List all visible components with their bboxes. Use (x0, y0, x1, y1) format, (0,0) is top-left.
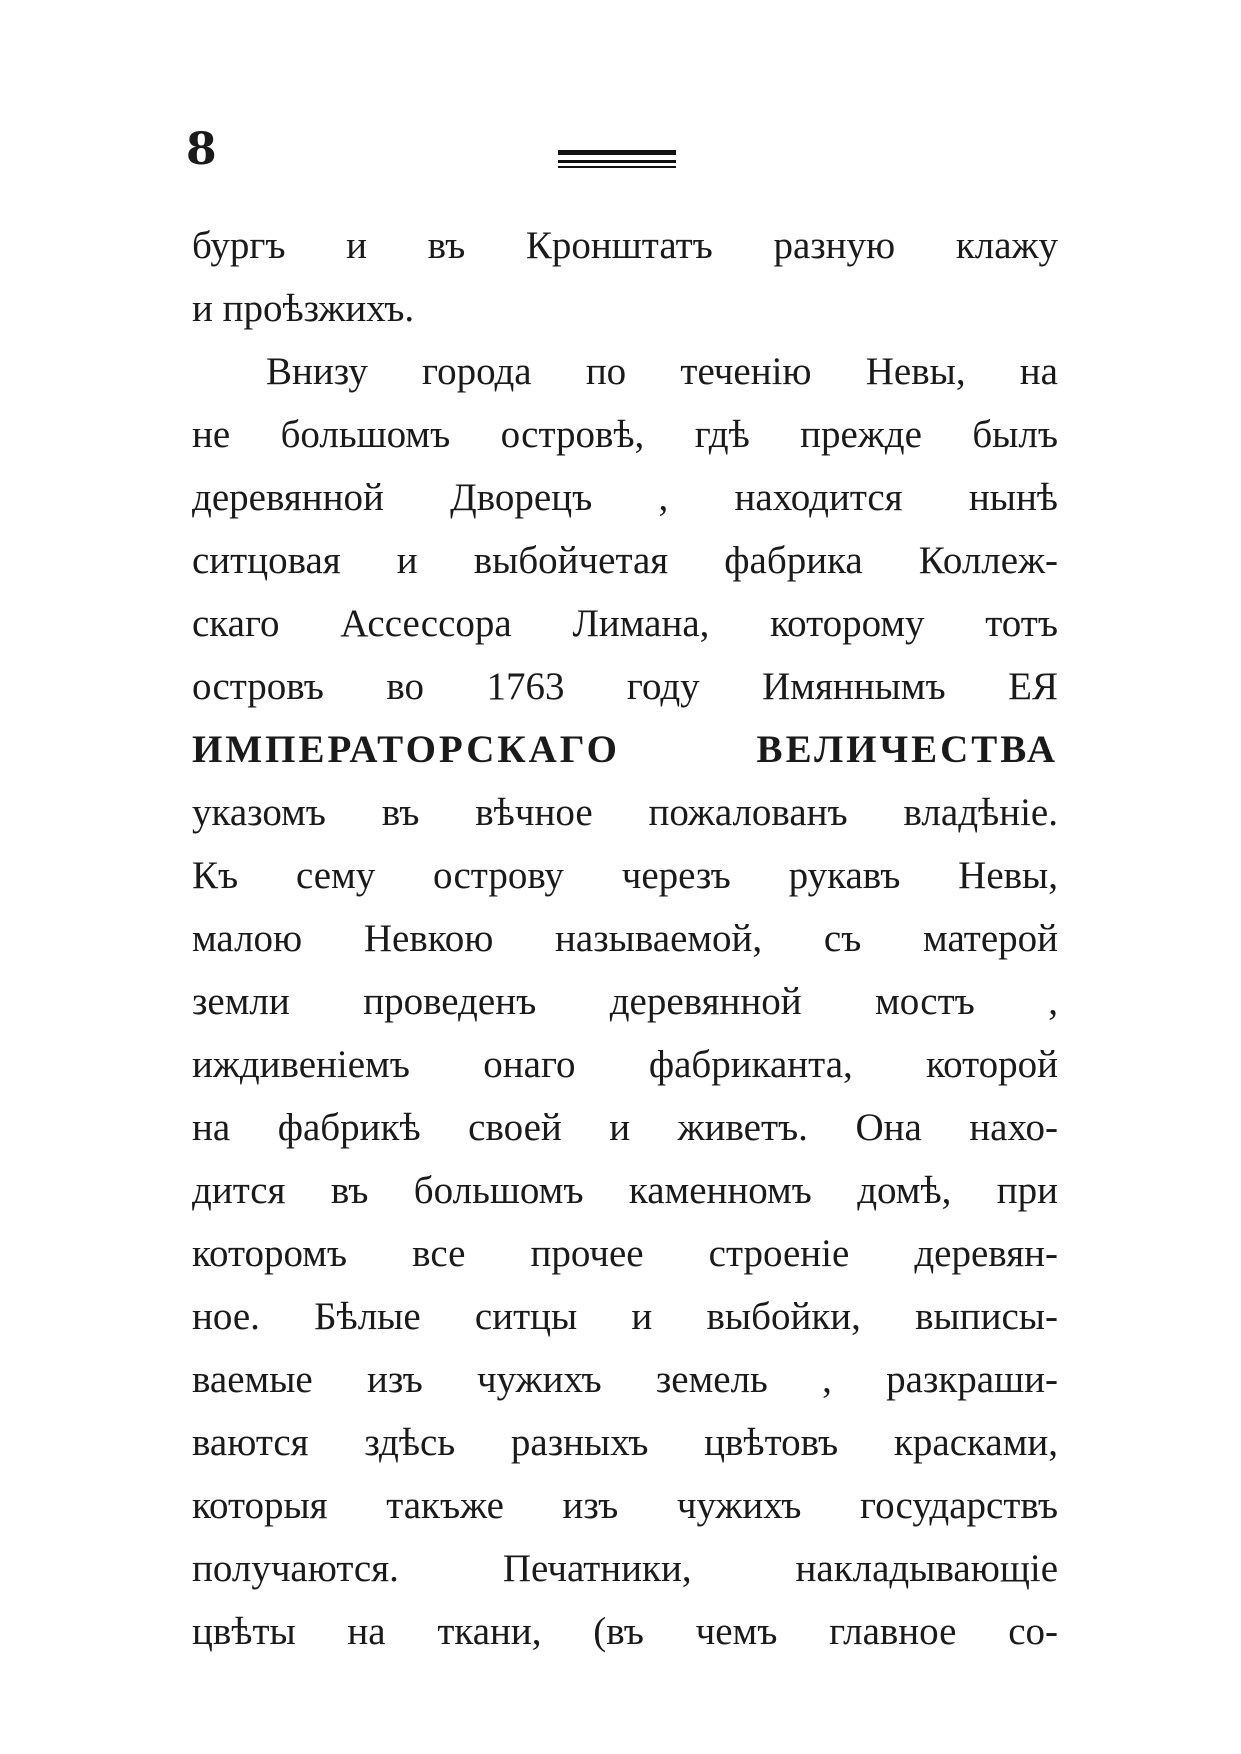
text-line: цвѣты на ткани, (въ чемъ главное со- (192, 1610, 1058, 1653)
text-line: Къ сему острову черезъ рукавъ Невы, (192, 854, 1058, 897)
text-line: на фабрикѣ своей и живетъ. Она нахо- (192, 1106, 1058, 1149)
text-line: ное. Бѣлые ситцы и выбойки, выписы- (192, 1295, 1058, 1338)
text-line: ИМПЕРАТОРСКАГО ВЕЛИЧЕСТВА (192, 728, 1058, 771)
text-line: которомъ все прочее строеніе деревян- (192, 1232, 1058, 1275)
text-line: которыя такъже изъ чужихъ государствъ (192, 1484, 1058, 1527)
body-text (192, 214, 1058, 1663)
text-line: ситцовая и выбойчетая фабрика Коллеж- (192, 539, 1058, 582)
text-line: Внизу города по теченію Невы, на (266, 350, 1058, 393)
text-line: ваются здѣсь разныхъ цвѣтовъ красками, (192, 1421, 1058, 1464)
rule-bar-top (558, 150, 676, 155)
text-line: дится въ большомъ каменномъ домѣ, при (192, 1169, 1058, 1212)
text-line: земли проведенъ деревянной мостъ , (192, 980, 1058, 1023)
text-line: получаются. Печатники, накладывающіе (192, 1547, 1058, 1590)
text-line: указомъ въ вѣчное пожалованъ владѣніе. (192, 791, 1058, 834)
text-line: не большомъ островѣ, гдѣ прежде былъ (192, 413, 1058, 456)
text-line: деревянной Дворецъ , находится нынѣ (192, 476, 1058, 519)
text-line: скаго Ассессора Лимана, которому тотъ (192, 602, 1058, 645)
text-line: островъ во 1763 году Имяннымъ ЕЯ (192, 665, 1058, 708)
page-number: 8 (186, 124, 217, 175)
page-header (186, 124, 1066, 188)
text-line: ваемые изъ чужихъ земель , разкраши- (192, 1358, 1058, 1401)
text-line: и проѣзжихъ. (192, 287, 415, 330)
header-ornament-rule (558, 150, 676, 168)
rule-bar-bottom (558, 166, 676, 168)
text-line: иждивеніемъ онаго фабриканта, которой (192, 1043, 1058, 1086)
text-line: бургъ и въ Кронштатъ разную клажу (192, 224, 1058, 267)
text-line: малою Невкою называемой, съ матерой (192, 917, 1058, 960)
rule-bar-middle (558, 160, 676, 163)
